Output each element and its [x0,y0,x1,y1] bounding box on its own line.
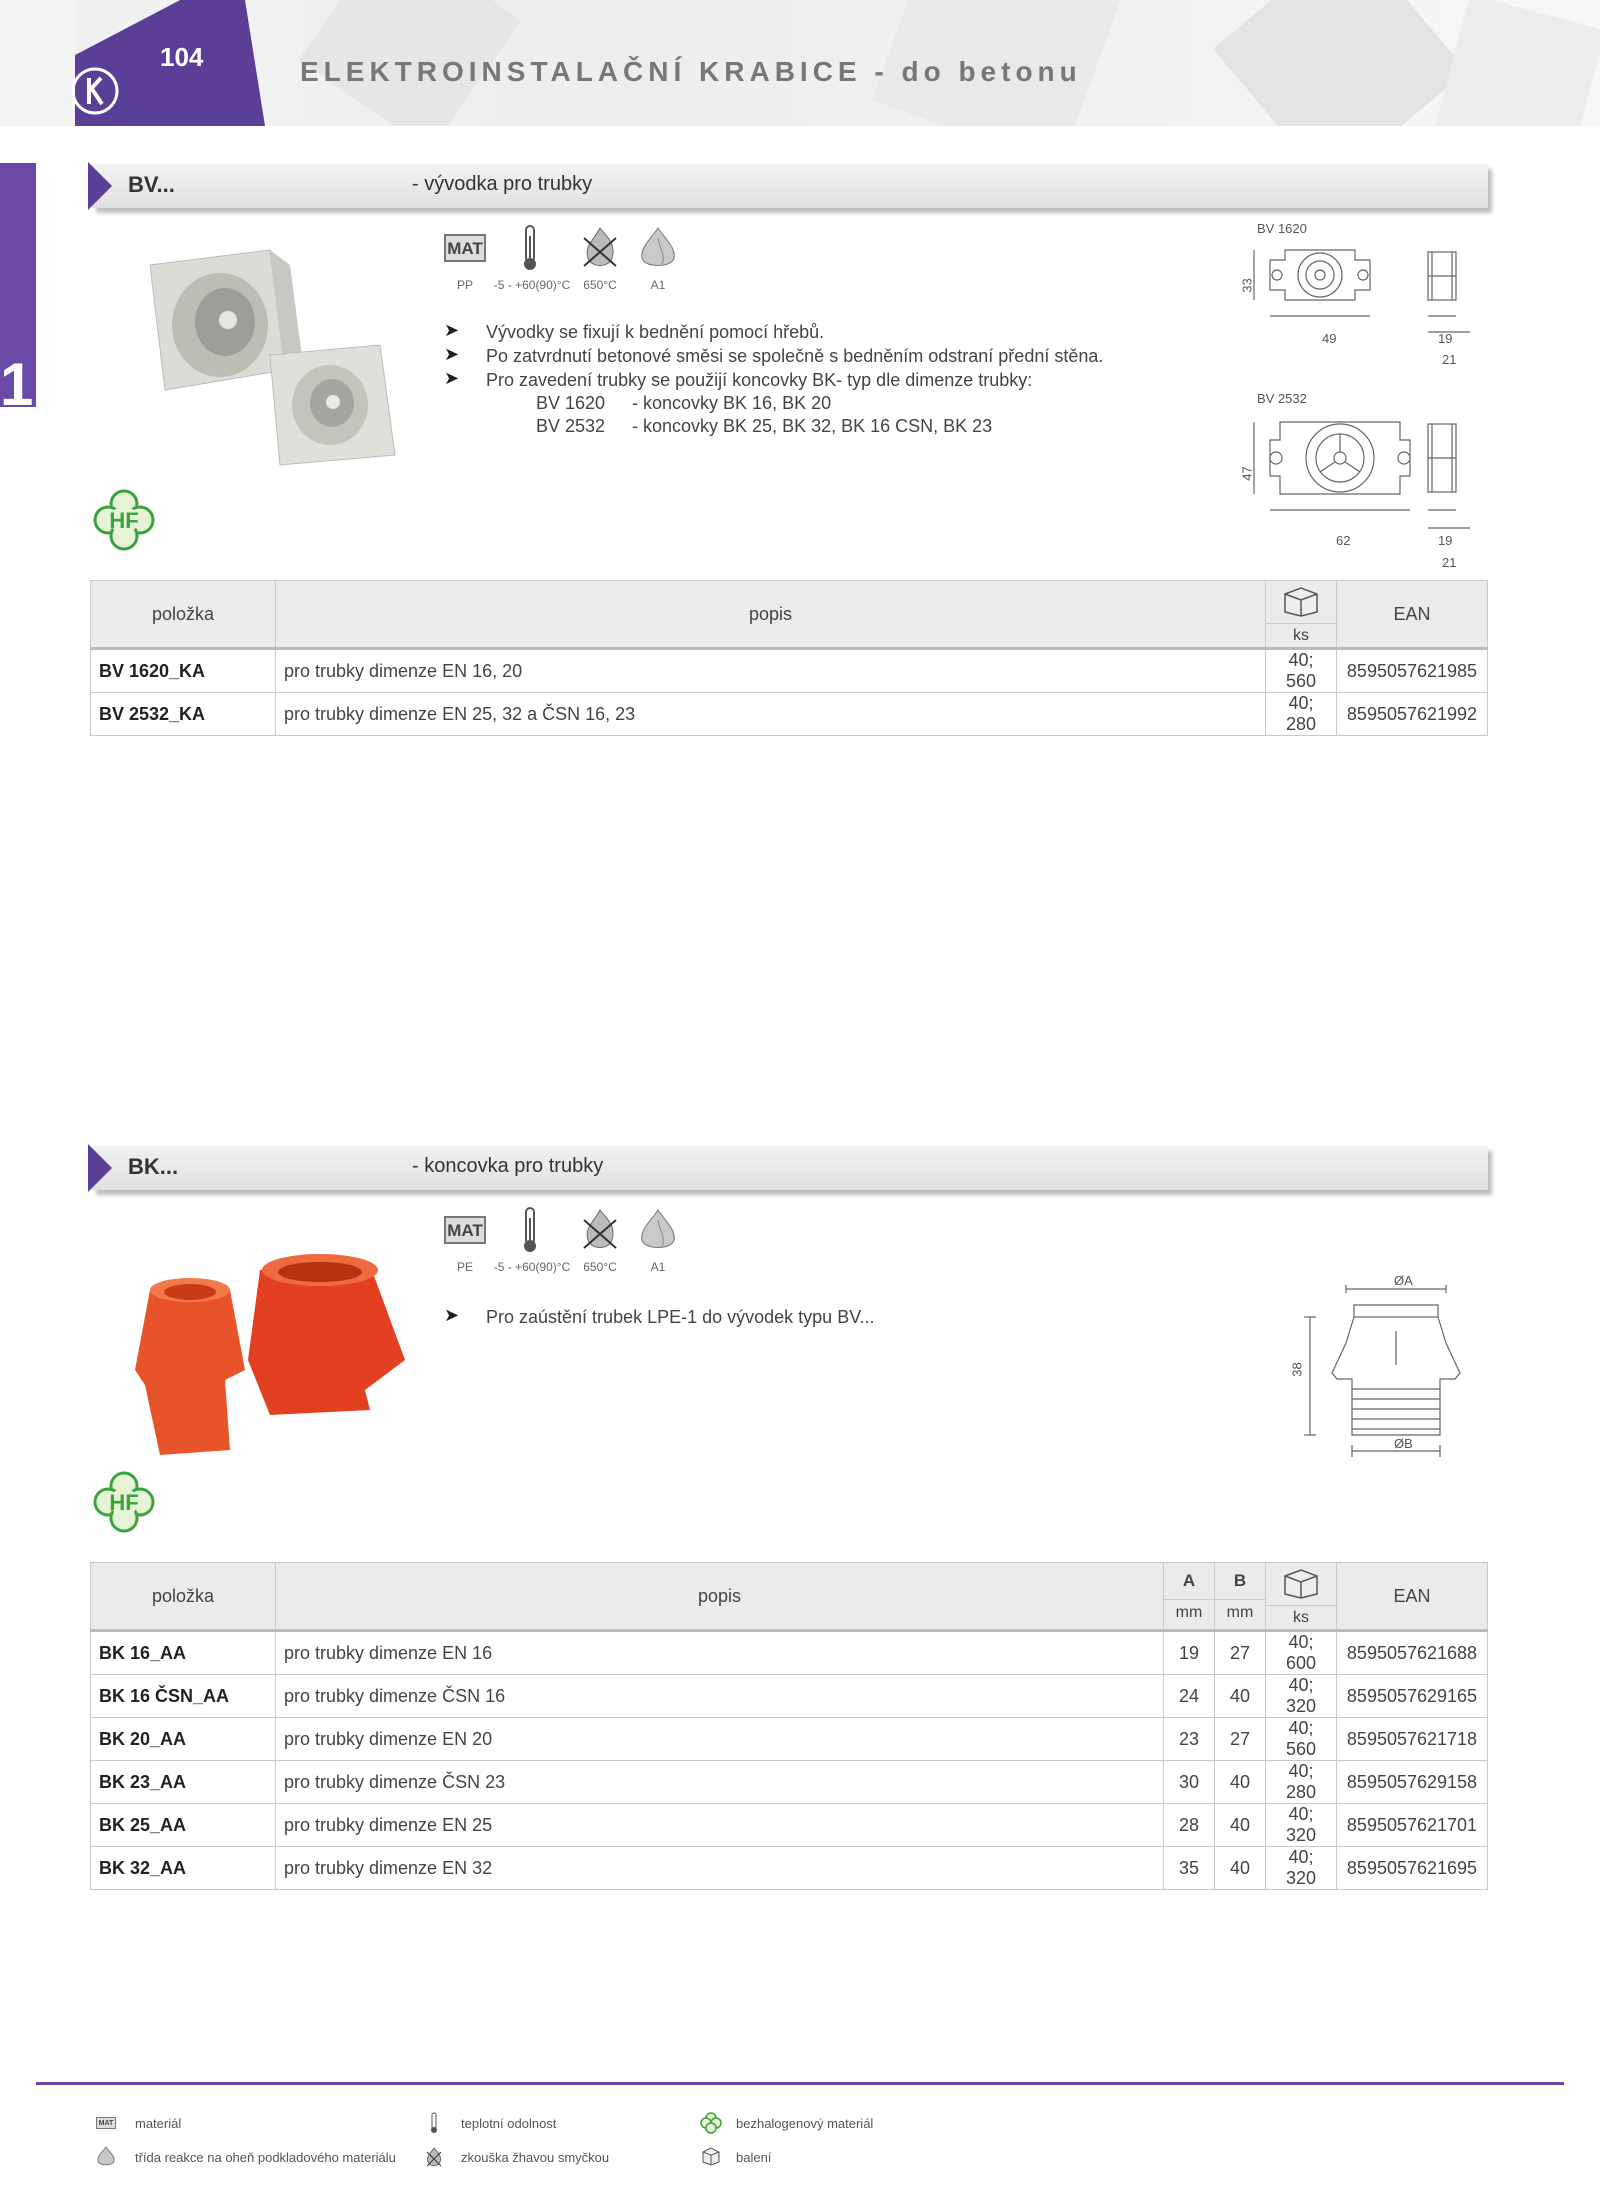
temperature-caption: -5 - +60(90)°C [493,1260,571,1274]
temperature-caption: -5 - +60(90)°C [493,278,571,292]
dimension-bottom-diameter: ØB [1394,1436,1413,1451]
dimension-width: 62 [1336,533,1351,548]
unit-label: ks [1266,623,1336,645]
table-row [91,1631,1488,1675]
legend-fire-class: třída reakce na oheň podkladového materiálu [135,2150,396,2165]
item-pack: 40; 280 [1266,693,1337,736]
item-pack: 40; 320 [1266,1804,1337,1847]
page-number: 104 [160,42,204,72]
item-ean: 8595057621701 [1337,1804,1488,1847]
item-b: 27 [1215,1718,1266,1761]
bullet-text: Vývodky se fixují k bednění pomocí hřebů. [486,322,825,342]
col-header-pack [1266,1563,1337,1631]
item-code: BK 16 ČSN_AA [91,1675,276,1718]
item-ean: 8595057621688 [1337,1631,1488,1675]
unit-label: ks [1266,1605,1336,1627]
material-icon: MAT [444,234,486,262]
item-pack: 40; 280 [1266,1761,1337,1804]
item-pack: 40; 320 [1266,1675,1337,1718]
item-a: 19 [1164,1631,1215,1675]
item-a: 24 [1164,1675,1215,1718]
drawing-label: BV 2532 [1257,391,1307,406]
item-a: 30 [1164,1761,1215,1804]
item-ean: 8595057629158 [1337,1761,1488,1804]
dimension-height: 33 [1239,278,1255,293]
item-b: 40 [1215,1761,1266,1804]
package-box-icon [1279,1566,1323,1600]
legend-halogen-free: bezhalogenový materiál [736,2116,874,2131]
fire-class-caption: A1 [650,278,666,292]
item-b: 40 [1215,1847,1266,1890]
item-ean: 8595057621695 [1337,1847,1488,1890]
unit-label: mm [1164,1599,1214,1622]
bullet-arrow-icon: ➤ [444,1305,460,1325]
table-row [91,1804,1488,1847]
table-row [91,1761,1488,1804]
footer-divider [36,2082,1564,2085]
dimension-height: 38 [1289,1362,1305,1377]
item-description: pro trubky dimenze EN 16, 20 [276,649,1266,693]
col-b-label: B [1233,1570,1247,1590]
temperature-icon [522,1206,538,1254]
legend-material: materiál [135,2116,182,2131]
fire-class-icon [636,1208,680,1254]
item-code: BK 20_AA [91,1718,276,1761]
legend-fire-class-icon [96,2146,116,2168]
section-arrow-icon [88,1144,112,1192]
item-description: pro trubky dimenze ČSN 16 [276,1675,1164,1718]
legend-temperature-icon [430,2112,438,2134]
item-description: pro trubky dimenze EN 25, 32 a ČSN 16, 23 [276,693,1266,736]
dimension-depth: 19 [1438,533,1453,548]
legend-glow-wire: zkouška žhavou smyčkou [461,2150,610,2165]
legend-packaging-icon [700,2146,722,2166]
item-ean: 8595057621992 [1337,693,1488,736]
item-a: 28 [1164,1804,1215,1847]
item-ean: 8595057621718 [1337,1718,1488,1761]
item-description: pro trubky dimenze EN 16 [276,1631,1164,1675]
product-photo-bk [130,1250,420,1470]
product-table-bk [90,1562,1488,1890]
material-caption: PE [456,1260,473,1274]
item-b: 40 [1215,1804,1266,1847]
dimension-height: 47 [1239,466,1255,481]
glow-wire-icon [578,1206,622,1254]
dimension-depth: 21 [1442,555,1457,570]
col-header-pack [1266,581,1337,649]
col-a-label: A [1182,1570,1196,1590]
col-header-ean: EAN [1337,581,1488,649]
fire-class-caption: A1 [650,1260,666,1274]
item-description: pro trubky dimenze EN 32 [276,1847,1164,1890]
item-code: BK 16_AA [91,1631,276,1675]
brand-logo-icon [70,66,120,116]
item-description: pro trubky dimenze EN 25 [276,1804,1164,1847]
bullet-text: Pro zavedení trubky se použijí koncovky BK- typ dle dimenze trubky: [486,370,1033,390]
item-ean: 8595057629165 [1337,1675,1488,1718]
glow-wire-caption: 650°C [583,1260,617,1274]
col-header-item: položka [91,1563,276,1631]
section-header-bk [92,1146,1488,1190]
item-pack: 40; 560 [1266,1718,1337,1761]
legend-material-icon: MAT [96,2117,116,2129]
table-row [91,649,1488,693]
sub-item-code: BV 2532 [536,416,606,436]
col-header-item: položka [91,581,276,649]
drawing-bk [1290,1285,1490,1460]
table-row [91,1675,1488,1718]
bullet-arrow-icon: ➤ [444,344,460,364]
page-title: ELEKTROINSTALAČNÍ KRABICE - do betonu [300,56,1082,87]
dimension-top-diameter: ØA [1394,1273,1413,1288]
halogen-free-label: HF [109,1490,139,1515]
material-icon: MAT [444,1216,486,1244]
dimension-depth: 21 [1442,352,1457,367]
section-description: - koncovka pro trubky [412,1155,604,1177]
section-arrow-icon [88,162,112,210]
item-a: 35 [1164,1847,1215,1890]
item-ean: 8595057621985 [1337,649,1488,693]
item-pack: 40; 600 [1266,1631,1337,1675]
section-code: BK... [128,1154,179,1179]
glow-wire-caption: 650°C [583,278,617,292]
sub-item-code: BV 1620 [536,393,606,413]
item-a: 23 [1164,1718,1215,1761]
product-table-bv [90,580,1488,736]
bullet-text: Po zatvrdnutí betonové směsi se společně s bedněním odstraní přední stěna. [486,346,1104,366]
table-row [91,1718,1488,1761]
material-caption: PP [456,278,473,292]
item-description: pro trubky dimenze ČSN 23 [276,1761,1164,1804]
drawing-bv1620 [1240,240,1480,370]
item-code: BK 23_AA [91,1761,276,1804]
unit-label: mm [1215,1599,1265,1622]
col-header-desc: popis [276,581,1266,649]
item-description: pro trubky dimenze EN 20 [276,1718,1164,1761]
col-header-a [1164,1563,1215,1631]
glow-wire-icon [578,224,622,272]
col-header-ean: EAN [1337,1563,1488,1631]
col-header-desc: popis [276,1563,1164,1631]
package-box-icon [1279,584,1323,618]
legend-temperature: teplotní odolnost [461,2116,557,2131]
halogen-free-label: HF [109,508,139,533]
dimension-depth: 19 [1438,331,1453,346]
col-header-b [1215,1563,1266,1631]
table-row [91,1847,1488,1890]
sub-item-text: - koncovky BK 25, BK 32, BK 16 CSN, BK 23 [632,416,993,436]
item-pack: 40; 320 [1266,1847,1337,1890]
fire-class-icon [636,226,680,272]
item-b: 40 [1215,1675,1266,1718]
sub-item-text: - koncovky BK 16, BK 20 [632,393,832,413]
item-code: BK 25_AA [91,1804,276,1847]
bullet-arrow-icon: ➤ [444,320,460,340]
legend-packaging: balení [736,2150,772,2165]
bullet-text: Pro zaústění trubek LPE-1 do vývodek typu BV... [486,1307,875,1327]
legend-glow-wire-icon [424,2146,444,2168]
dimension-width: 49 [1322,331,1337,346]
bullet-arrow-icon: ➤ [444,368,460,388]
legend-halogen-free-icon [700,2112,722,2134]
item-code: BV 2532_KA [91,693,276,736]
section-code: BV... [128,172,175,197]
item-pack: 40; 560 [1266,649,1337,693]
section-description: - vývodka pro trubky [412,173,593,195]
temperature-icon [522,224,538,272]
item-code: BV 1620_KA [91,649,276,693]
chapter-number: 1 [0,351,34,418]
section-header-bv [92,164,1488,208]
item-code: BK 32_AA [91,1847,276,1890]
drawing-label: BV 1620 [1257,221,1307,236]
item-b: 27 [1215,1631,1266,1675]
table-row [91,693,1488,736]
product-photo-bv [120,240,420,470]
